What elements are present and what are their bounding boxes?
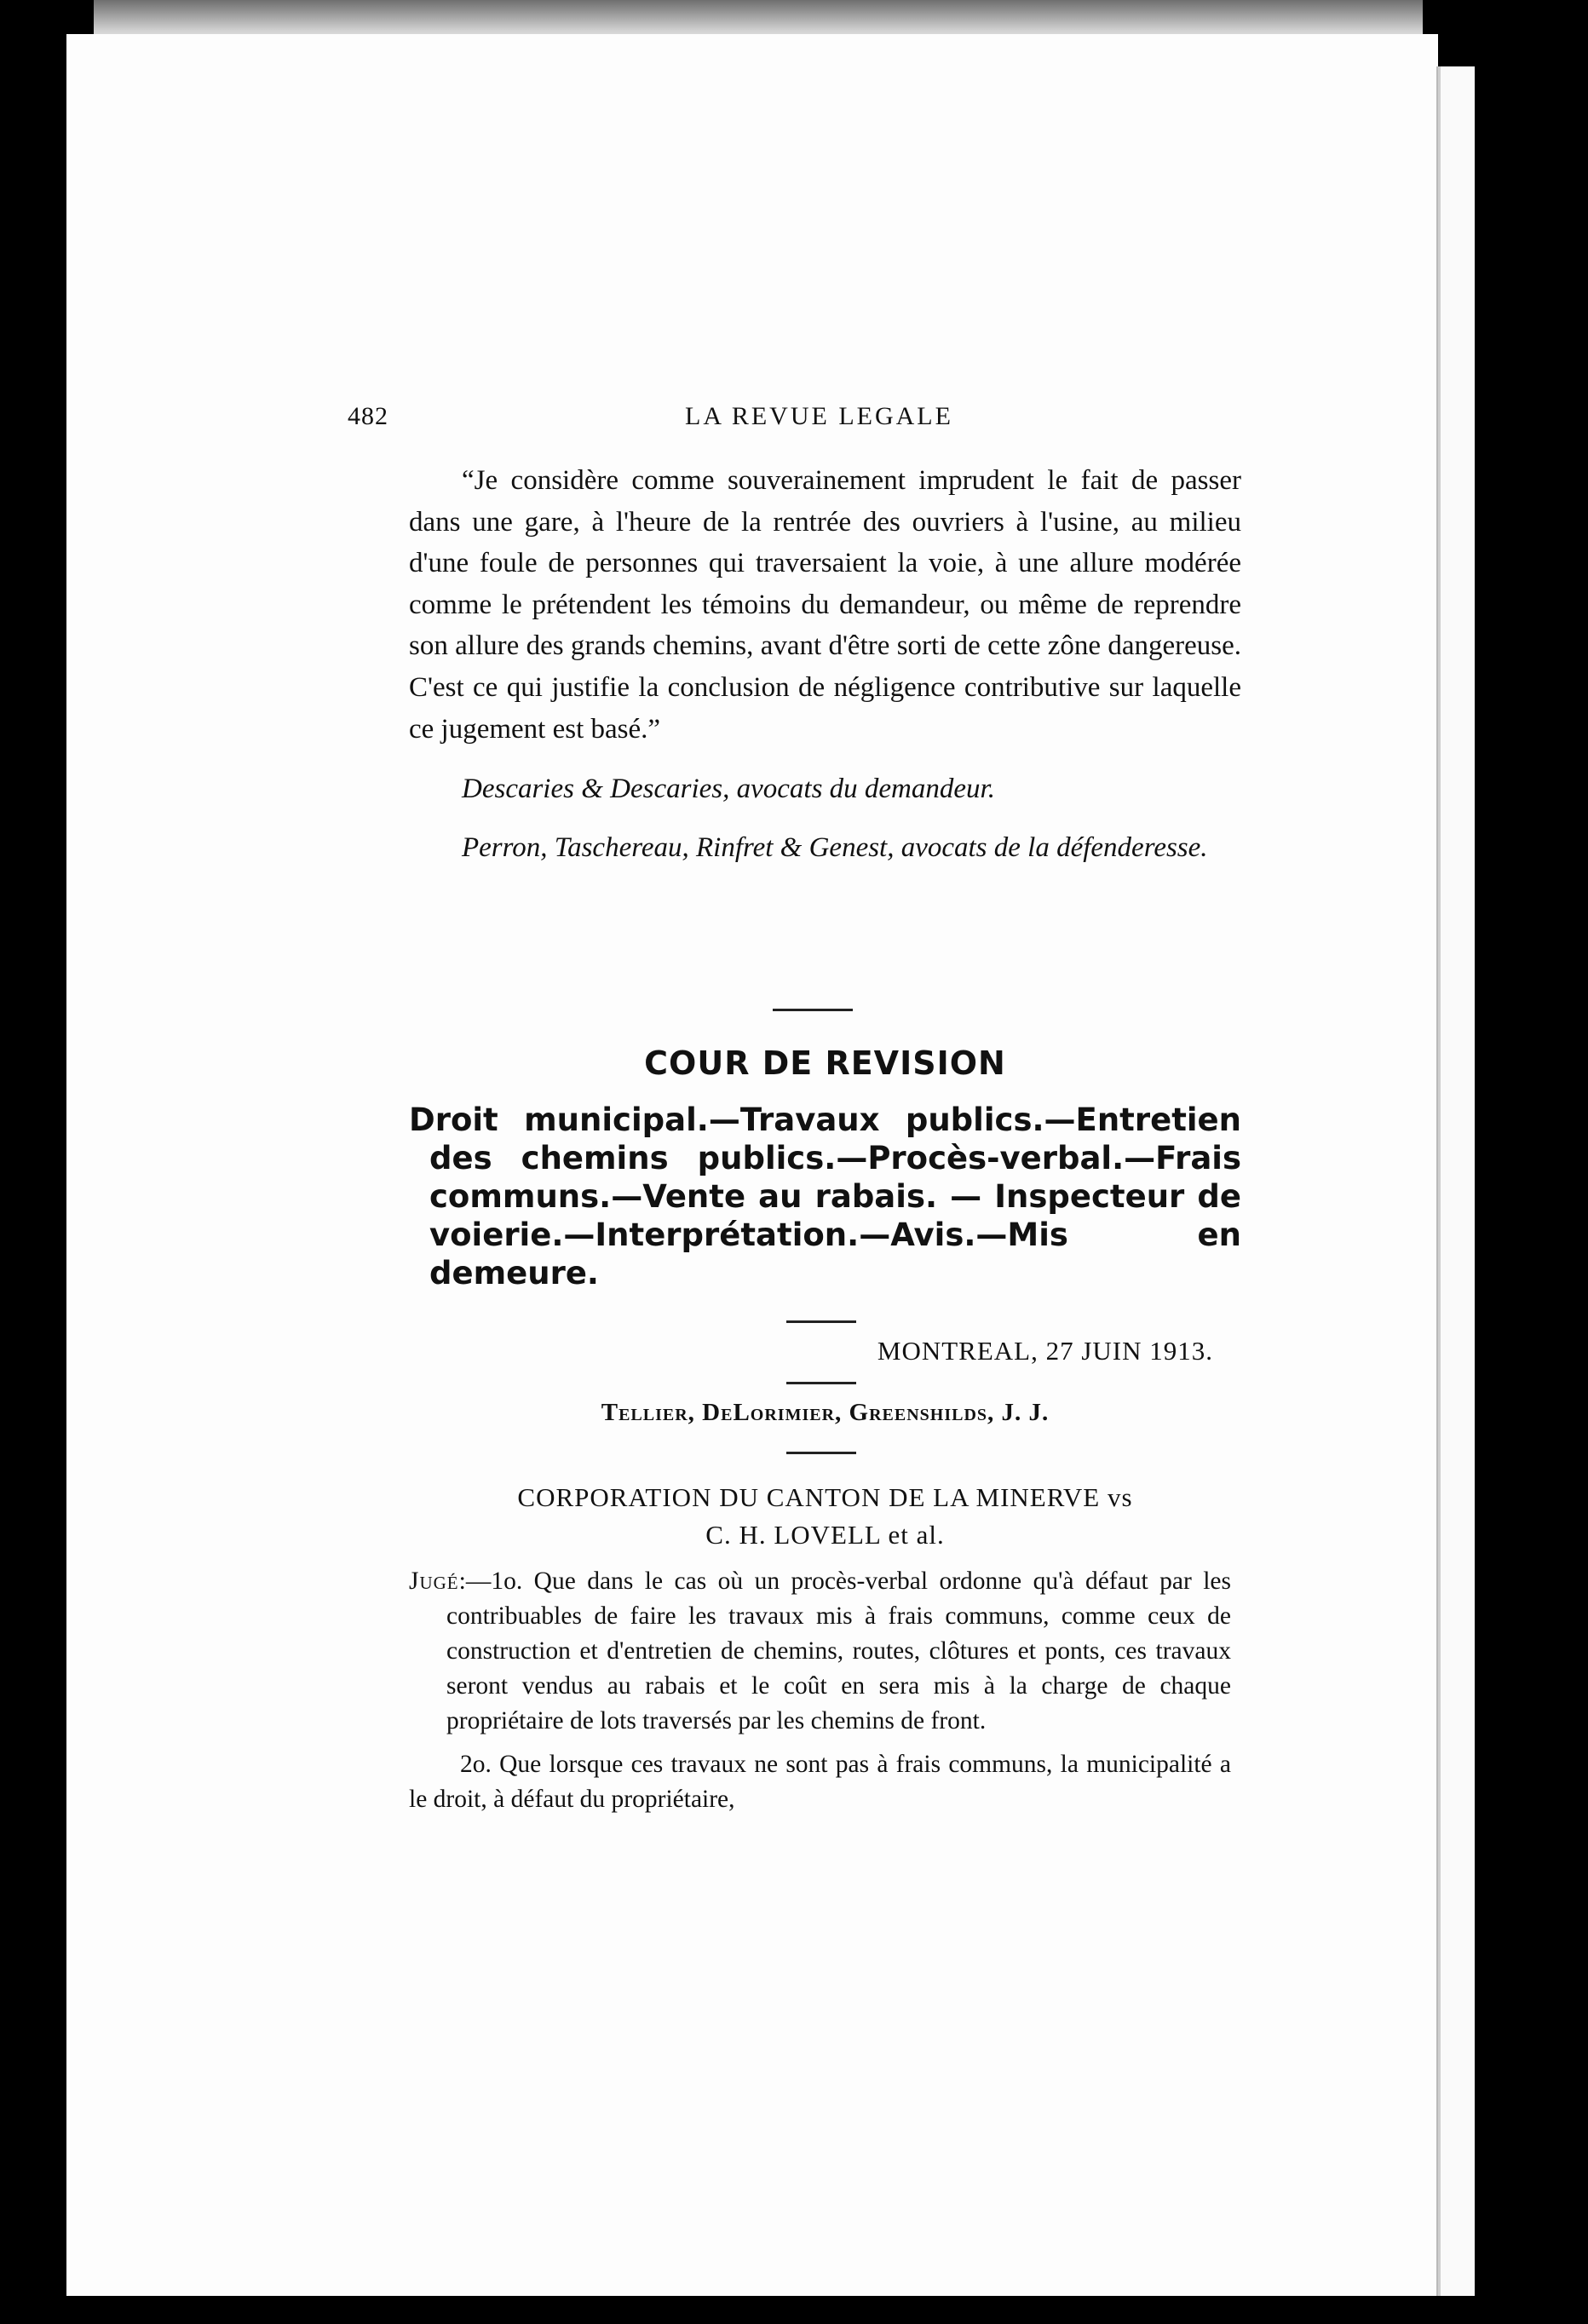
- plaintiff-counsel-signature: Descaries & Descaries, avocats du demandeur.: [462, 774, 995, 805]
- case-keywords: [409, 1101, 1241, 1292]
- case-title: [409, 1479, 1241, 1554]
- date-line: MONTREAL, 27 JUIN 1913.: [877, 1336, 1213, 1366]
- case-title-line-1: CORPORATION DU CANTON DE LA MINERVE vs: [517, 1482, 1133, 1512]
- main-text-block: [409, 460, 1241, 868]
- holding-text-1: :—1o. Que dans le cas où un procès-verbal ordonne qu'à défaut par les contribuables de faire les travaux mis à frais communs, comme ceux de construction et d'entretien de chemins, routes, clôtures et ponts, ces travaux seront vendus au rabais et le coût en sera mis à la charge de chaque propriétaire de lots traversés par les chemins de front.: [446, 1568, 1231, 1734]
- holding-paragraph-1: [409, 1564, 1231, 1739]
- quoted-judgment-paragraph: “Je considère comme souverainement imprudent le fait de passer dans une gare, à l'heure de la rentrée des ouvriers à l'usine, au milieu d'une foule de personnes qui traversaient la voie, à une allure modérée comme le prétendent les témoins du demandeur, ou même de reprendre son allure des grands chemins, avant d'être sorti de cette zône dangereuse. C'est ce qui justifie la conclusion de négligence contributive sur laquelle ce jugement est basé.”: [409, 465, 1241, 745]
- keywords-paragraph: Droit municipal.—Travaux publics.—Entretien des chemins publics.—Procès-verbal.—Frais communs.—Vente au rabais. — Inspecteur de voierie.—Interprétation.—Avis.—Mis en demeure.: [409, 1102, 1241, 1291]
- holding-block: [409, 1564, 1231, 1817]
- running-header: [0, 402, 1588, 440]
- next-page-edge: [1438, 66, 1475, 2296]
- page-number: 482: [348, 402, 388, 430]
- section-divider: [773, 1009, 853, 1011]
- defendant-counsel-signature: Perron, Taschereau, Rinfret & Genest, avocats de la défenderesse.: [462, 831, 1208, 863]
- judges-line: Tellier, DeLorimier, Greenshilds, J. J.: [601, 1399, 1050, 1426]
- divider-before-date: [786, 1320, 856, 1323]
- holding-paragraph-2: 2o. Que lorsque ces travaux ne sont pas à frais communs, la municipalité a le droit, à défaut du propriétaire,: [409, 1751, 1231, 1813]
- running-title: LA REVUE LEGALE: [685, 402, 953, 430]
- court-heading: COUR DE REVISION: [644, 1044, 1006, 1082]
- divider-before-case-title: [786, 1452, 856, 1454]
- case-title-line-2: C. H. LOVELL et al.: [705, 1520, 945, 1550]
- divider-before-judges: [786, 1382, 856, 1384]
- holding-label: Jugé: [409, 1568, 459, 1595]
